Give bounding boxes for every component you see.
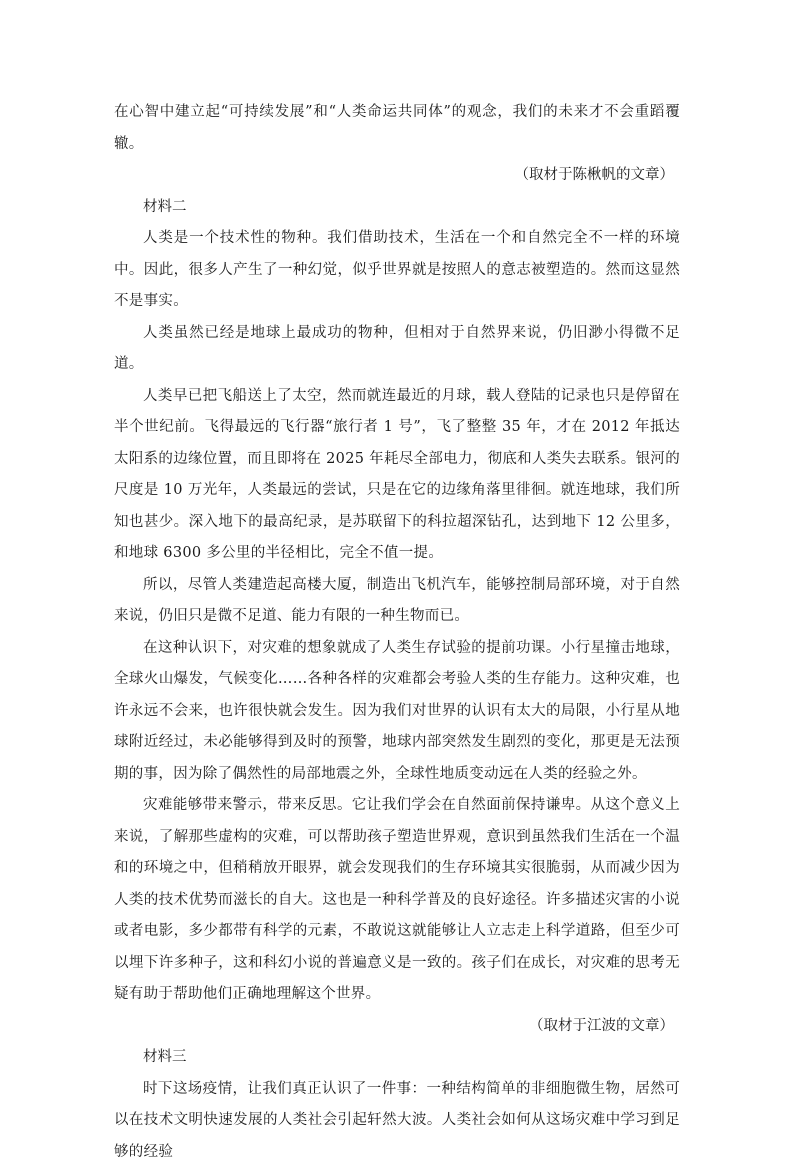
paragraph: 在这种认识下，对灾难的想象就成了人类生存试验的提前功课。小行星撞击地球，全球火山爆发，气候变化……各种各样的灾难都会考验人类的生存能力。这种灾难，也许永远不会来，也许很快就会发生。因为我们对世界的认识有太大的局限，小行星从地球附近经过，未必能够得到及时的预警，地球内部突然发生剧烈的变化，那更是无法预期的事，因为除了偶然性的局部地震之外，全球性地质变动远在人类的经验之外。 bbox=[114, 633, 680, 791]
paragraph: 人类是一个技术性的物种。我们借助技术，生活在一个和自然完全不一样的环境中。因此，很多人产生了一种幻觉，似乎世界就是按照人的意志被塑造的。然而这显然不是事实。 bbox=[114, 223, 680, 318]
document-body bbox=[114, 97, 680, 1168]
source-attribution-1: （取材于陈楸帆的文章） bbox=[114, 160, 680, 192]
source-attribution-2: （取材于江波的文章） bbox=[114, 1011, 680, 1043]
paragraph: 人类早已把飞船送上了太空，然而就连最近的月球，载人登陆的记录也只是停留在半个世纪前。飞得最远的飞行器“旅行者 1 号”，飞了整整 35 年，才在 2012 年抵达太阳系的边缘位置，而且即将在 2025 年耗尽全部电力，彻底和人类失去联系。银河的尺度是 10 万光年，人类最远的尝试，只是在它的边缘角落里徘徊。就连地球，我们所知也甚少。深入地下的最高纪录，是苏联留下的科拉超深钻孔，达到地下 12 公里多，和地球 6300 多公里的半径相比，完全不值一提。 bbox=[114, 381, 680, 570]
paragraph: 所以，尽管人类建造起高楼大厦，制造出飞机汽车，能够控制局部环境，对于自然来说，仍旧只是微不足道、能力有限的一种生物而已。 bbox=[114, 570, 680, 633]
section-heading-2: 材料二 bbox=[114, 192, 680, 224]
paragraph-continuation: 在心智中建立起“可持续发展”和“人类命运共同体”的观念，我们的未来才不会重蹈覆辙。 bbox=[114, 97, 680, 160]
paragraph: 时下这场疫情，让我们真正认识了一件事：一种结构简单的非细胞微生物，居然可以在技术文明快速发展的人类社会引起轩然大波。人类社会如何从这场灾难中学习到足够的经验 bbox=[114, 1074, 680, 1168]
paragraph: 人类虽然已经是地球上最成功的物种，但相对于自然界来说，仍旧渺小得微不足道。 bbox=[114, 318, 680, 381]
paragraph: 灾难能够带来警示，带来反思。它让我们学会在自然面前保持谦卑。从这个意义上来说，了解那些虚构的灾难，可以帮助孩子塑造世界观，意识到虽然我们生活在一个温和的环境之中，但稍稍放开眼界，就会发现我们的生存环境其实很脆弱，从而减少因为人类的技术优势而滋长的自大。这也是一种科学普及的良好途径。许多描述灾害的小说或者电影，多少都带有科学的元素，不敢说这就能够让人立志走上科学道路，但至少可以埋下许多种子，这和科幻小说的普遍意义是一致的。孩子们在成长，对灾难的思考无疑有助于帮助他们正确地理解这个世界。 bbox=[114, 790, 680, 1011]
section-heading-3: 材料三 bbox=[114, 1042, 680, 1074]
